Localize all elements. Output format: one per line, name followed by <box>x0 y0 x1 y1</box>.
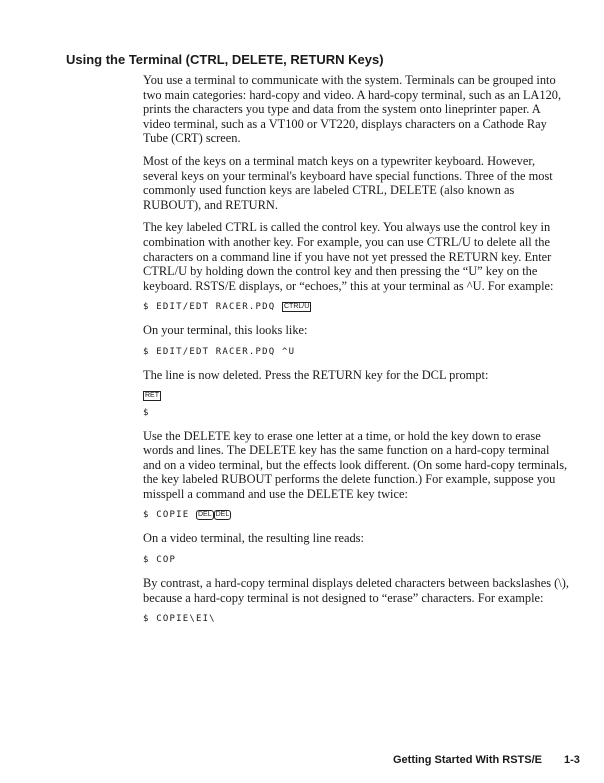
text-line: Tube (CRT) screen. <box>143 131 241 146</box>
code-example-3 <box>143 509 588 521</box>
code-text: $ COPIE <box>143 510 190 521</box>
paragraph-8 <box>143 576 588 605</box>
text-line: and on a video terminal, but the effects look different. (On some hard-copy terminals, <box>143 457 568 472</box>
dcl-prompt: $ <box>143 407 150 418</box>
ret-key: RET <box>145 392 159 399</box>
paragraph-7: On a video terminal, the resulting line reads: <box>143 531 364 546</box>
text-line: because a hard-copy terminal is not designed to “erase” characters. For example: <box>143 590 544 605</box>
text-line: several keys on your terminal's keyboard have special functions. Three of the most <box>143 168 553 183</box>
text-line: combination with another key. For example, you can use CTRL/U to delete all the <box>143 234 550 249</box>
text-line: video terminal, such as a VT100 or VT220, displays characters on a Cathode Ray <box>143 116 547 131</box>
paragraph-6 <box>143 429 588 502</box>
text-line: You use a terminal to communicate with the system. Terminals can be grouped into <box>143 73 556 87</box>
paragraph-4: On your terminal, this looks like: <box>143 323 308 338</box>
ctrl-u-key-icon: CTRL/U <box>284 302 310 310</box>
code-text: $ EDIT/EDT RACER.PDQ <box>143 302 276 313</box>
text-line: Most of the keys on a terminal match keys on a typewriter keyboard. However, <box>143 153 536 168</box>
code-example-4: $ COP <box>143 555 177 566</box>
text-line: misspell a command and use the DELETE key twice: <box>143 486 408 501</box>
footer-title: Getting Started With RSTS/E <box>392 754 542 766</box>
text-line: CTRL/U by holding down the control key and then pressing the “U” key on the <box>143 264 538 279</box>
text-line: RUBOUT), and RETURN. <box>143 197 278 212</box>
text-line: two main categories: hard-copy and video. A hard-copy terminal, such as an LA120, <box>143 87 562 102</box>
text-line: keyboard. RSTS/E displays, or “echoes,” this at your terminal as ^U. For example: <box>143 278 554 293</box>
delete-key-icon: DEL <box>215 510 230 518</box>
paragraph-1 <box>143 73 588 146</box>
text-line: prints the characters you type and data from the system onto lineprinter paper. A <box>143 102 541 117</box>
delete-key-icon: DEL <box>197 510 212 518</box>
paragraph-3 <box>143 220 588 293</box>
text-line: The key labeled CTRL is called the control key. You always use the control key in <box>143 220 551 235</box>
return-key-icon <box>143 391 588 403</box>
paragraph-2 <box>143 154 588 212</box>
text-line: Use the DELETE key to erase one letter at a time, or hold the key down to erase <box>143 428 541 443</box>
text-line: the key labeled RUBOUT performs the delete function.) For example, suppose you <box>143 472 556 487</box>
body-text <box>143 73 588 635</box>
code-example-2: $ EDIT/EDT RACER.PDQ ^U <box>143 346 296 357</box>
section-heading: Using the Terminal (CTRL, DELETE, RETURN Keys) <box>66 52 384 67</box>
page-number: 1-3 <box>564 754 580 766</box>
code-example-1 <box>143 301 588 313</box>
text-line: By contrast, a hard-copy terminal displays deleted characters between backslashes (\), <box>143 576 569 591</box>
code-example-5: $ COPIE\EI\ <box>143 614 216 625</box>
text-line: characters on a command line if you have not yet pressed the RETURN key. Enter <box>143 249 552 264</box>
text-line: commonly used function keys are labeled CTRL, DELETE (also known as <box>143 183 515 198</box>
paragraph-5: The line is now deleted. Press the RETURN key for the DCL prompt: <box>143 367 489 382</box>
text-line: words and lines. The DELETE key has the same function on a hard-copy terminal <box>143 443 550 458</box>
